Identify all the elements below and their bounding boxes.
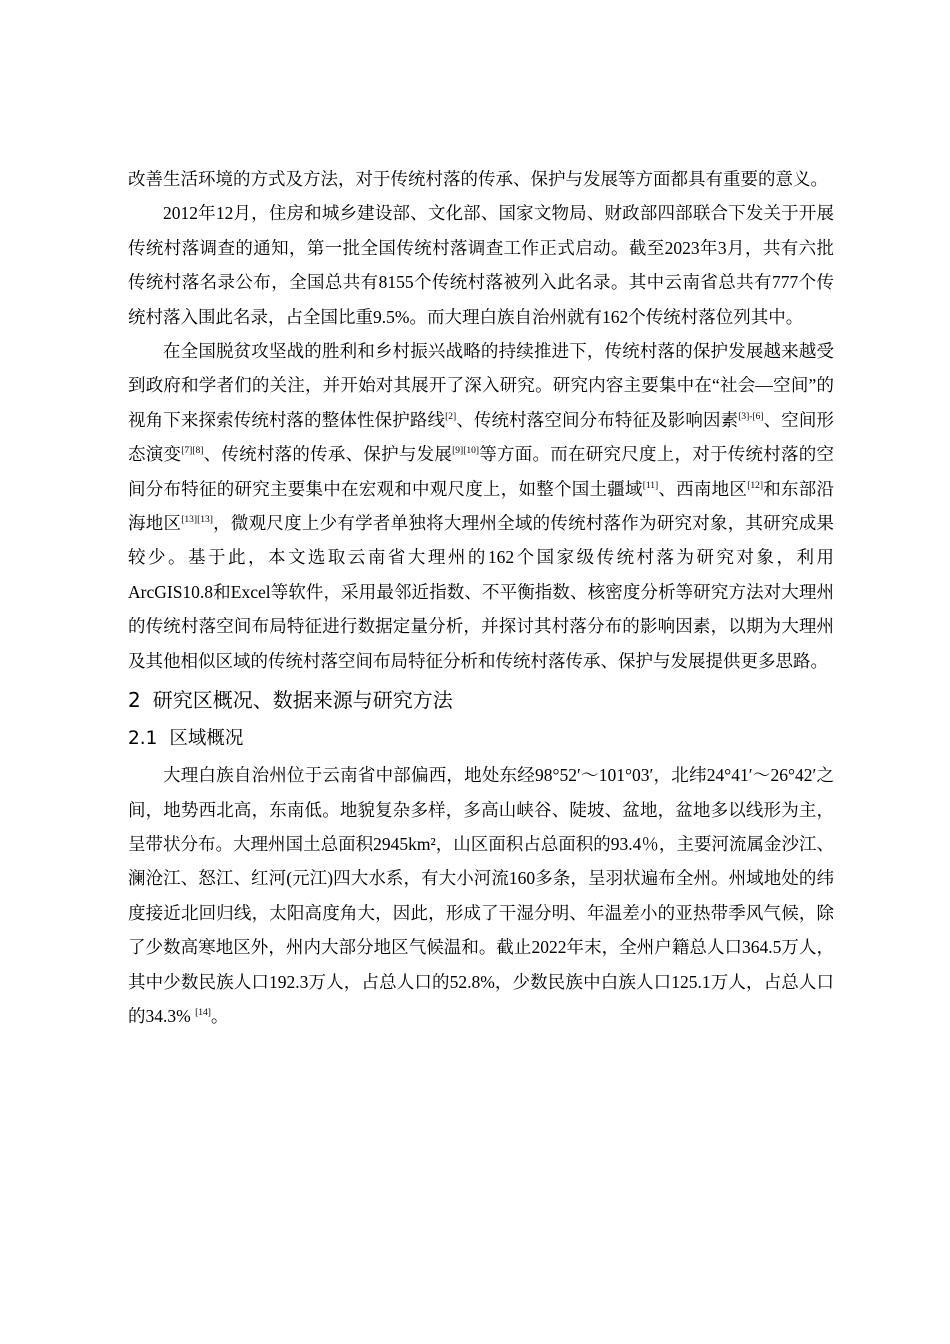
text-run: 、西南地区 <box>658 478 748 499</box>
section-number: 2 <box>128 688 141 713</box>
citation-ref: [12] <box>747 480 764 491</box>
citation-ref: [7][8] <box>181 446 204 457</box>
citation-ref: [9][10] <box>452 446 480 457</box>
paragraph-survey-background: 2012年12月，住房和城乡建设部、文化部、国家文物局、财政部四部联合下发关于开展传统村落调查的通知，第一批全国传统村落调查工作正式启动。截至2023年3月，共有六批传统村落名录公布，全国总共有8155个传统村落被列入此名录。其中云南省总共有777个传统村落入围此名录，占全国比重9.5%。而大理白族自治州就有162个传统村落位列其中。 <box>128 203 834 327</box>
text-run: 、传统村落空间分布特征及影响因素 <box>456 409 739 430</box>
citation-ref: [11] <box>642 480 659 491</box>
text-run: ，微观尺度上少有学者单独将大理州全域的传统村落作为研究对象，其研究成果较少。基于此，本文选取云南省大理州的162个国家级传统村落为研究对象，利用ArcGIS10.8和Excel等软件，采用最邻近指数、不平衡指数、核密度分析等研究方法对大理州的传统村落空间布局特征进行数据定量分析，并探讨其村落分布的影响因素，以期为大理州及其他相似区域的传统村落空间布局特征分析和传统村落传承、保护与发展提供更多思路。 <box>128 513 835 671</box>
text-run: 大理白族自治州位于云南省中部偏西，地处东经98°52′～101°03′，北纬24°41′～26°42′之间，地势西北高，东南低。地貌复杂多样，多高山峡谷、陡坡、盆地，盆地多以线形为主，呈带状分布。大理州国土总面积2945km²，山区面积占总面积的93.4％，主要河流属金沙江、澜沧江、怒江、红河(元江)四大水系，有大小河流160多条，呈羽状遍布全州。州域地处的纬度接近北回归线，太阳高度角大，因此，形成了干湿分明、年温差小的亚热带季风气候，除了少数高寒地区外，州内大部分地区气候温和。截止2022年末，全州户籍总人口364.5万人，其中少数民族人口192.3万人，占总人口的52.8%，少数民族中白族人口125.1万人，占总人口的34.3% <box>128 765 834 1026</box>
document-body <box>128 162 834 1033</box>
citation-ref: [14] <box>195 1007 211 1018</box>
citation-ref: [13][13] <box>181 514 213 525</box>
paragraph-region-overview <box>128 758 834 1033</box>
citation-ref: [3]-[6] <box>738 411 764 422</box>
citation-ref: [2] <box>445 411 457 422</box>
text-run: 在全国脱贫攻坚战的胜利和乡村振兴战略的持续推进下，传统村落的保护发展越来越受到政府和学者们的关注，并开始对其展开了深入研究。研究内容主要集中在“社会—空间”的视角下来探索传统村落的整体性保护路线 <box>128 341 834 430</box>
paragraph-research-status <box>128 334 834 678</box>
text-run: 。 <box>210 1005 229 1026</box>
text-run: 等方面。而在研究尺度上，对于传统村落的空间分布特征的研究主要集中在宏观和中观尺度上，如整个国土疆域 <box>128 444 835 499</box>
subsection-heading <box>128 720 834 758</box>
section-title: 研究区概况、数据来源与研究方法 <box>152 688 453 713</box>
text-run: 、传统村落的传承、保护与发展 <box>203 444 453 465</box>
text-run: 和东部沿海地区 <box>128 478 835 534</box>
subsection-number: 2.1 <box>128 728 158 750</box>
text-run: 、空间形态演变 <box>128 409 835 465</box>
paragraph-continued: 改善生活环境的方式及方法，对于传统村落的传承、保护与发展等方面都具有重要的意义。 <box>128 169 828 189</box>
section-heading <box>128 680 834 720</box>
subsection-title: 区域概况 <box>169 728 244 750</box>
